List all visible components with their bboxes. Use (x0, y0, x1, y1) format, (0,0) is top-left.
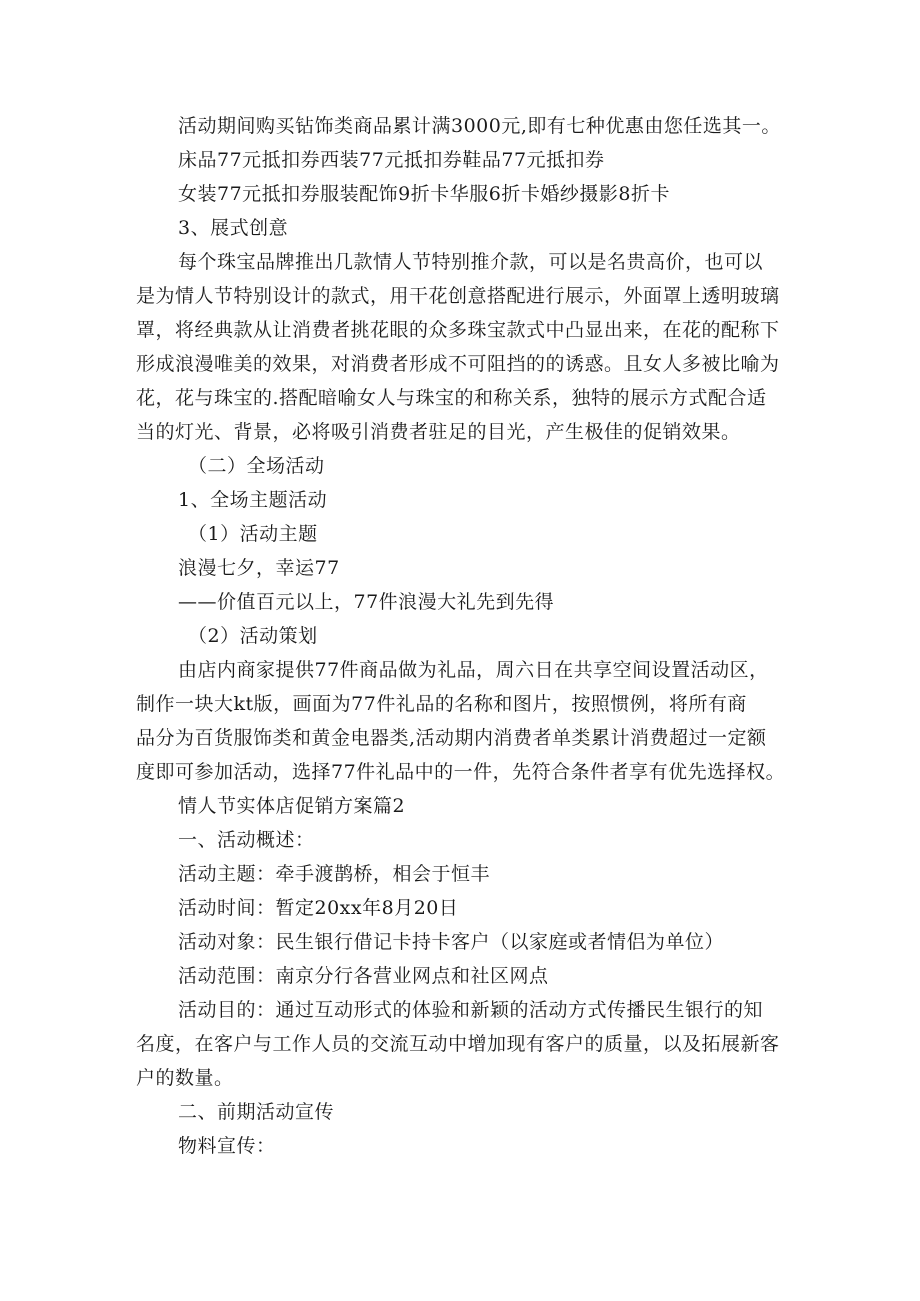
paragraph-line: 形成浪漫唯美的效果，对消费者形成不可阻挡的的诱惑。且女人多被比喻为 (136, 353, 780, 375)
paragraph-line: 罩，将经典款从让消费者挑花眼的众多珠宝款式中凸显出来，在花的配称下 (136, 319, 780, 341)
paragraph-line: 浪漫七夕，幸运77 (178, 557, 340, 579)
paragraph-line: 活动主题：牵手渡鹊桥，相会于恒丰 (178, 863, 491, 885)
paragraph-line: 活动范围：南京分行各营业网点和社区网点 (178, 965, 549, 987)
paragraph-line: 是为情人节特别设计的款式，用干花创意搭配进行展示，外面罩上透明玻璃 (136, 285, 780, 307)
paragraph-line: 活动时间：暂定20xx年8月20日 (178, 897, 459, 919)
paragraph-line: ——价值百元以上，77件浪漫大礼先到先得 (178, 591, 555, 613)
section-heading: （1）活动主题 (188, 523, 318, 545)
paragraph-line: 当的灯光、背景，必将吸引消费者驻足的目光，产生极佳的促销效果。 (136, 421, 741, 443)
section-heading: （二）全场活动 (188, 455, 325, 477)
section-heading: 3、展式创意 (178, 217, 289, 239)
paragraph-line: 由店内商家提供77件商品做为礼品，周六日在共享空间设置活动区， (178, 659, 769, 681)
paragraph-line: 物料宣传： (178, 1135, 276, 1157)
paragraph-line: 每个珠宝品牌推出几款情人节特别推介款，可以是名贵高价，也可以 (178, 251, 764, 273)
section-heading: 1、全场主题活动 (178, 489, 328, 511)
paragraph-line: 花，花与珠宝的.搭配暗喻女人与珠宝的和称关系，独特的展示方式配合适 (136, 387, 767, 409)
section-heading: 二、前期活动宣传 (178, 1101, 335, 1123)
document-title: 情人节实体店促销方案篇2 (178, 795, 406, 817)
paragraph-line: 制作一块大kt版，画面为77件礼品的名称和图片，按照惯例，将所有商 (136, 693, 747, 715)
paragraph-line: 女装77元抵扣券服装配饰9折卡华服6折卡婚纱摄影8折卡 (178, 183, 670, 205)
paragraph-line: 活动对象：民生银行借记卡持卡客户（以家庭或者情侣为单位） (178, 931, 725, 953)
paragraph-line: 品分为百货服饰类和黄金电器类,活动期内消费者单类累计消费超过一定额 (136, 727, 767, 749)
paragraph-line: 名度，在客户与工作人员的交流互动中增加现有客户的质量，以及拓展新客 (136, 1033, 780, 1055)
section-heading: 一、活动概述： (178, 829, 315, 851)
paragraph-line: 户的数量。 (136, 1067, 234, 1089)
paragraph-line: 度即可参加活动，选择77件礼品中的一件，先符合条件者享有优先选择权。 (136, 761, 786, 783)
section-heading: （2）活动策划 (188, 625, 318, 647)
paragraph-line: 床品77元抵扣券西装77元抵扣券鞋品77元抵扣券 (178, 149, 605, 171)
paragraph-line: 活动期间购买钻饰类商品累计满3000元,即有七种优惠由您任选其一。 (178, 115, 781, 137)
paragraph-line: 活动目的：通过互动形式的体验和新颖的活动方式传播民生银行的知 (178, 999, 764, 1021)
